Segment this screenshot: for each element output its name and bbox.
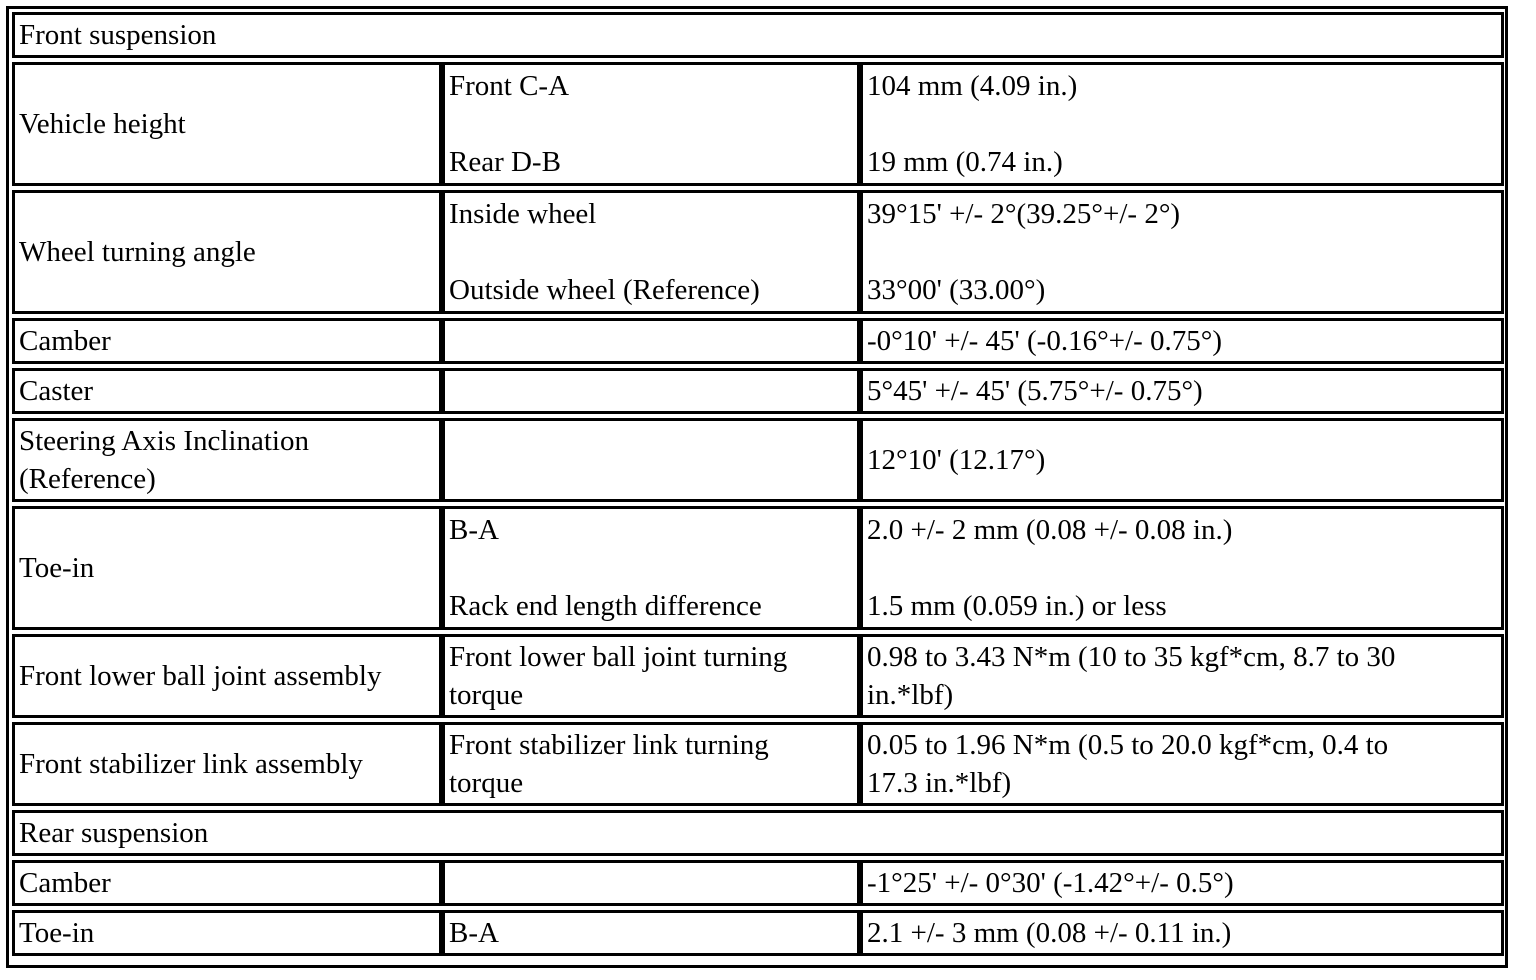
suspension-spec-table xyxy=(12,8,1504,960)
subitem-label: Inside wheel xyxy=(449,198,597,230)
spec-value: 39°15' +/- 2°(39.25°+/- 2°) xyxy=(867,198,1181,230)
row-label-vehicle-height: Vehicle height xyxy=(12,62,442,186)
spec-value: 2.1 +/- 3 mm (0.08 +/- 0.11 in.) xyxy=(860,910,1504,956)
row-label-stabilizer-link: Front stabilizer link assembly xyxy=(12,722,442,806)
row-values xyxy=(860,506,1504,630)
row-label-rear-camber: Camber xyxy=(12,860,442,906)
row-label-caster: Caster xyxy=(12,368,442,414)
row-label-rear-toe-in: Toe-in xyxy=(12,910,442,956)
subitem-label: B-A xyxy=(449,514,499,546)
subitem-label: Rack end length difference xyxy=(449,590,762,622)
spec-value xyxy=(860,634,1504,718)
table-row xyxy=(12,910,1504,956)
row-subitems xyxy=(442,62,860,186)
spec-value: 2.0 +/- 2 mm (0.08 +/- 0.08 in.) xyxy=(867,514,1233,546)
row-label-toe-in: Toe-in xyxy=(12,506,442,630)
row-values xyxy=(860,190,1504,314)
row-subitem xyxy=(442,722,860,806)
value-line: in.*lbf) xyxy=(867,679,954,711)
row-label-ball-joint: Front lower ball joint assembly xyxy=(12,634,442,718)
subitem-line: Front stabilizer link turning xyxy=(449,729,769,761)
row-subitem xyxy=(442,634,860,718)
row-values xyxy=(860,62,1504,186)
row-subitem-empty xyxy=(442,318,860,364)
table-row xyxy=(12,190,1504,314)
spec-value xyxy=(860,722,1504,806)
spec-value: 104 mm (4.09 in.) xyxy=(867,70,1078,102)
subitem-line: torque xyxy=(449,679,524,711)
table-row xyxy=(12,634,1504,718)
value-line: 0.05 to 1.96 N*m (0.5 to 20.0 kgf*cm, 0.4 to xyxy=(867,729,1389,761)
spec-value: 19 mm (0.74 in.) xyxy=(867,146,1063,178)
row-subitem-empty xyxy=(442,860,860,906)
value-line: 17.3 in.*lbf) xyxy=(867,767,1012,799)
subitem-label: Rear D-B xyxy=(449,146,561,178)
section-title-rear: Rear suspension xyxy=(12,810,1504,856)
spec-value: -0°10' +/- 45' (-0.16°+/- 0.75°) xyxy=(860,318,1504,364)
section-title-front: Front suspension xyxy=(12,12,1504,58)
table-row xyxy=(12,506,1504,630)
row-label-camber: Camber xyxy=(12,318,442,364)
spec-value: 12°10' (12.17°) xyxy=(860,418,1504,502)
table-row xyxy=(12,860,1504,906)
subitem-label: B-A xyxy=(442,910,860,956)
row-subitem-empty xyxy=(442,368,860,414)
label-line: (Reference) xyxy=(19,463,156,495)
table-row xyxy=(12,318,1504,364)
row-subitem-empty xyxy=(442,418,860,502)
spec-value: -1°25' +/- 0°30' (-1.42°+/- 0.5°) xyxy=(860,860,1504,906)
label-line: Steering Axis Inclination xyxy=(19,425,309,457)
table-row xyxy=(12,62,1504,186)
subitem-line: Front lower ball joint turning xyxy=(449,641,788,673)
section-header-row xyxy=(12,810,1504,856)
section-header-row xyxy=(12,12,1504,58)
table-row xyxy=(12,418,1504,502)
spec-value: 1.5 mm (0.059 in.) or less xyxy=(867,590,1167,622)
subitem-line: torque xyxy=(449,767,524,799)
table-row xyxy=(12,722,1504,806)
value-line: 0.98 to 3.43 N*m (10 to 35 kgf*cm, 8.7 to 30 xyxy=(867,641,1396,673)
spec-value: 5°45' +/- 45' (5.75°+/- 0.75°) xyxy=(860,368,1504,414)
table-row xyxy=(12,368,1504,414)
row-label-wheel-turning-angle: Wheel turning angle xyxy=(12,190,442,314)
spec-value: 33°00' (33.00°) xyxy=(867,274,1046,306)
row-label-steering-axis-inclination xyxy=(12,418,442,502)
subitem-label: Front C-A xyxy=(449,70,570,102)
row-subitems xyxy=(442,190,860,314)
row-subitems xyxy=(442,506,860,630)
subitem-label: Outside wheel (Reference) xyxy=(449,274,760,306)
